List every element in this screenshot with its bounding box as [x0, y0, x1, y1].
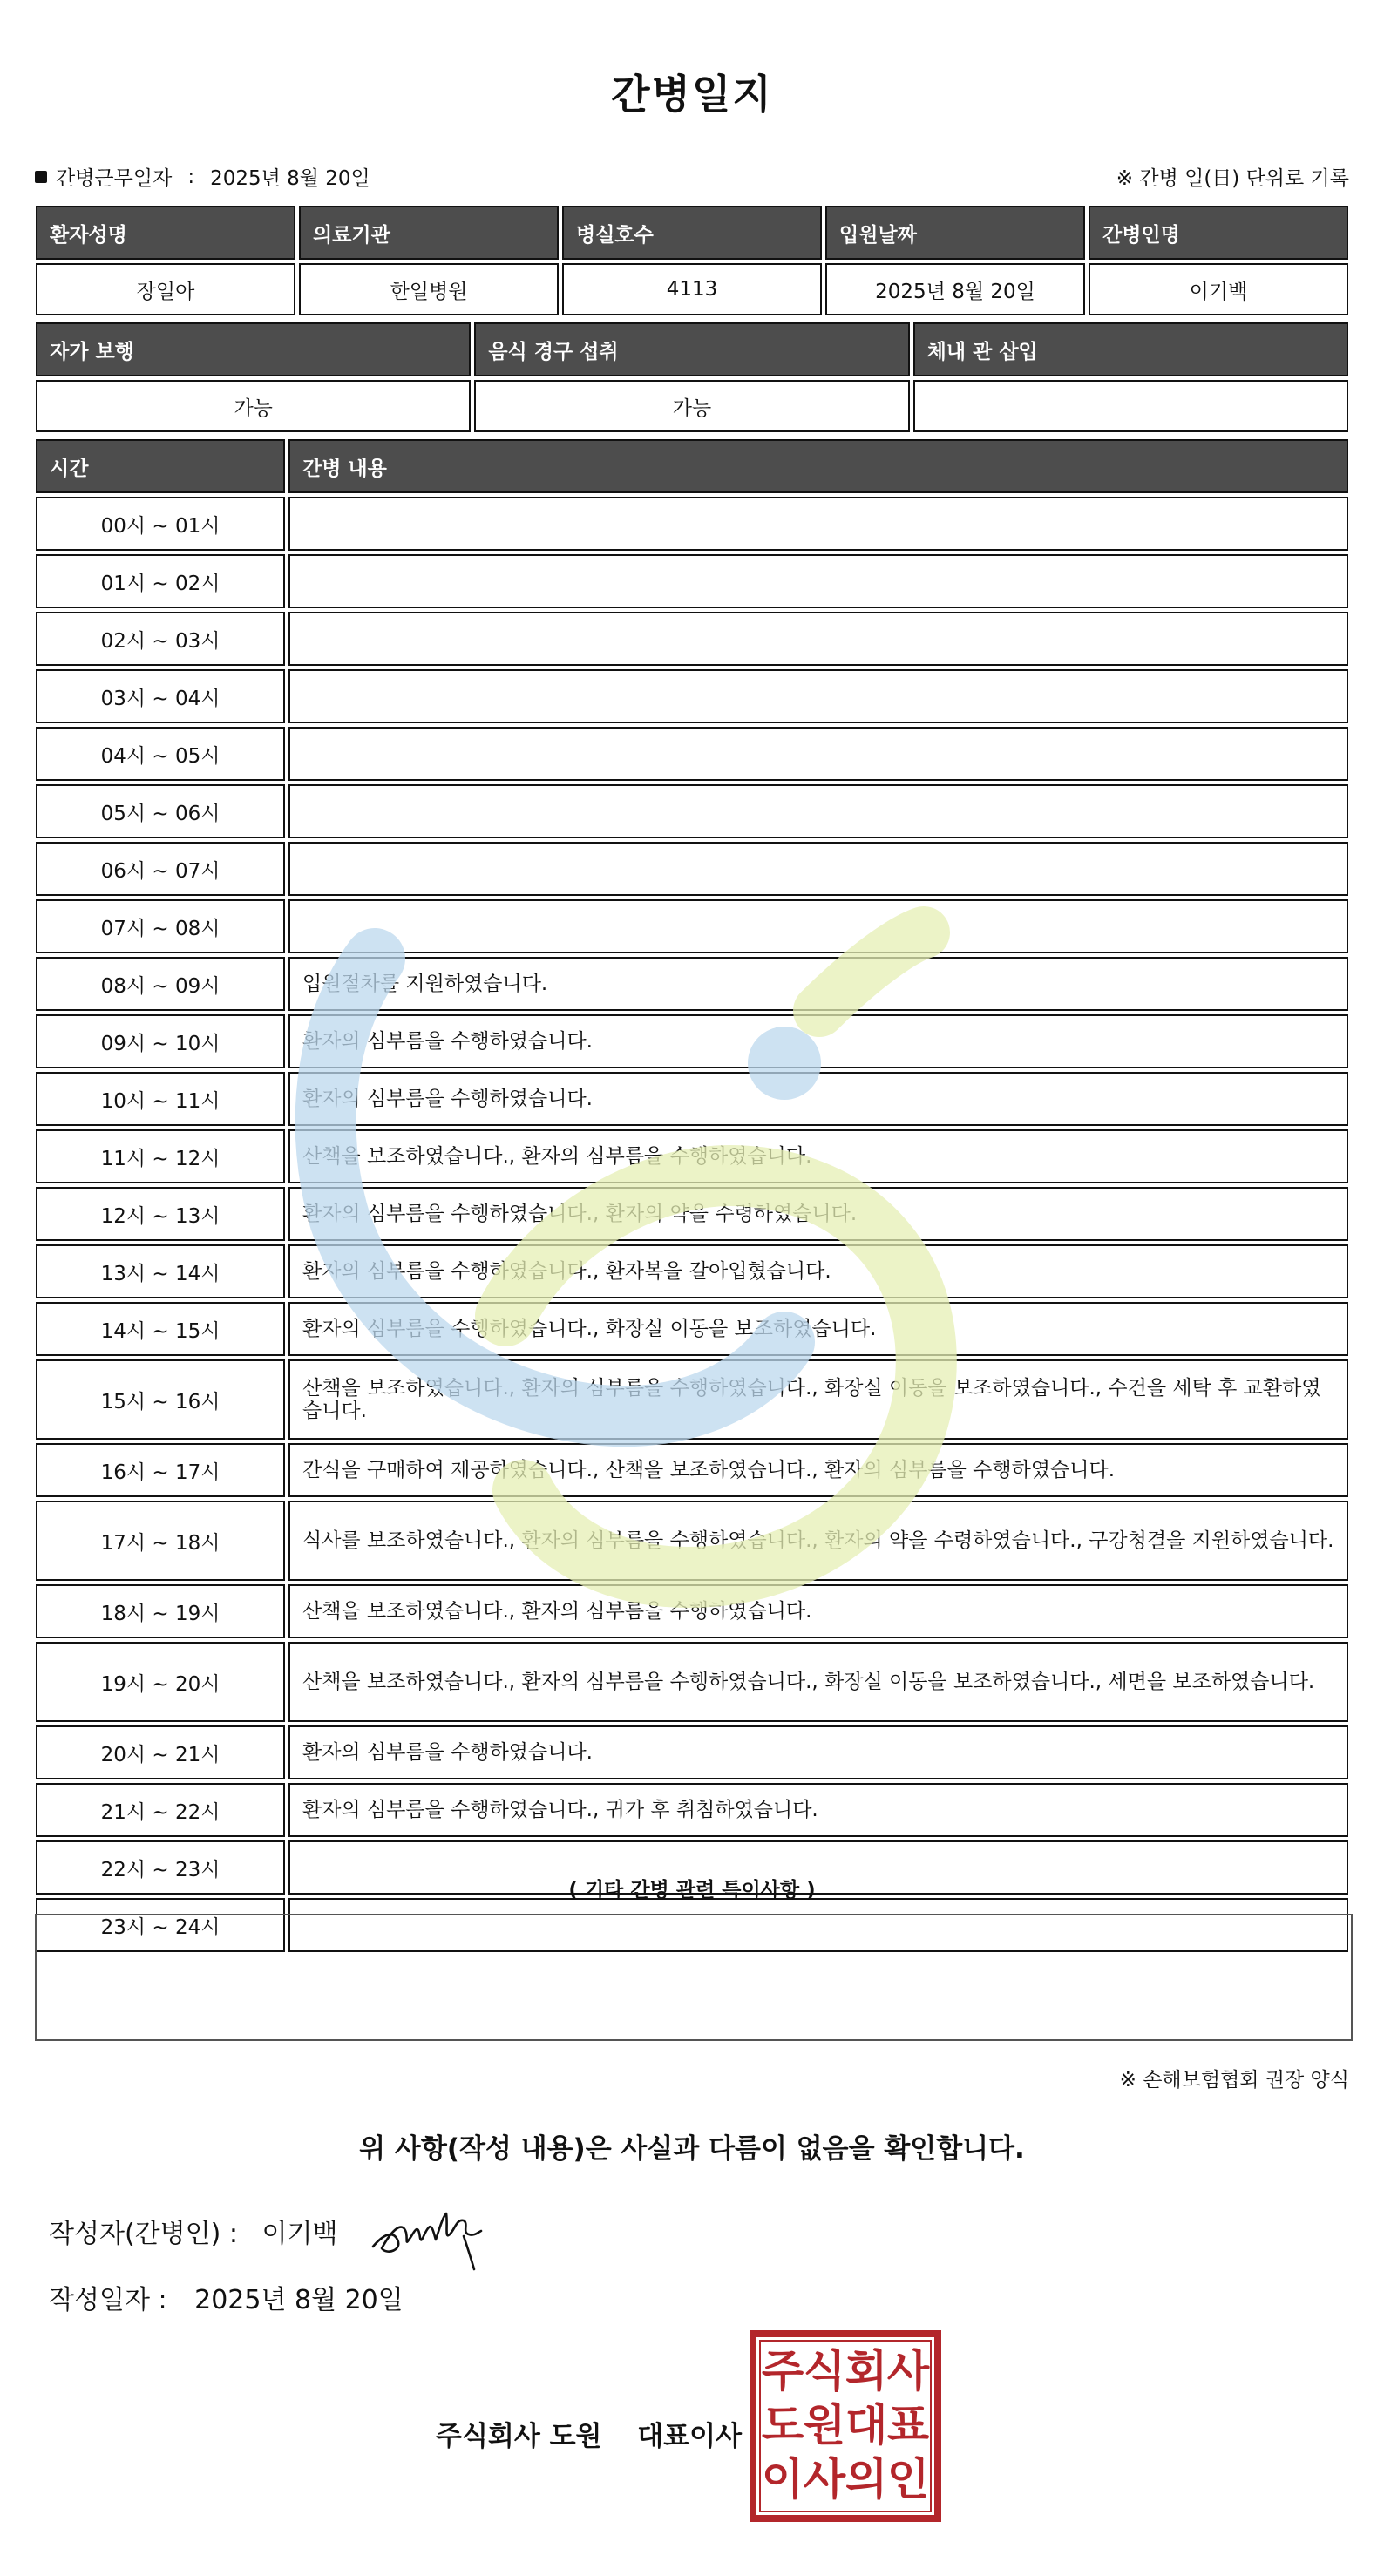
log-content-cell: 환자의 심부름을 수행하였습니다., 환자복을 갈아입혔습니다.: [288, 1244, 1348, 1298]
header-patient-name: 환자성명: [36, 206, 295, 260]
log-time-cell: 09시 ~ 10시: [36, 1014, 285, 1068]
patient-info-table: [32, 202, 1352, 319]
log-time-cell: 05시 ~ 06시: [36, 784, 285, 838]
log-content-cell: [288, 727, 1348, 781]
log-row: [36, 1187, 1348, 1241]
log-row: [36, 1072, 1348, 1126]
header-self-walking: 자가 보행: [36, 322, 471, 376]
admission-date-value: 2025년 8월 20일: [825, 263, 1085, 315]
seal-character: 사: [803, 2454, 846, 2505]
seal-character: 의: [845, 2454, 888, 2505]
work-date-line: [35, 162, 370, 191]
bullet-square-icon: [35, 171, 47, 183]
log-row: [36, 612, 1348, 666]
log-time-cell: 15시 ~ 16시: [36, 1359, 285, 1440]
representative-title: 대표이사: [637, 2421, 743, 2452]
seal-character: 대: [845, 2400, 888, 2451]
log-time-cell: 12시 ~ 13시: [36, 1187, 285, 1241]
log-time-cell: 02시 ~ 03시: [36, 612, 285, 666]
log-content-cell: 산책을 보조하였습니다., 환자의 심부름을 수행하였습니다., 화장실 이동을 보조하였습니다., 수건을 세탁 후 교환하였습니다.: [288, 1359, 1348, 1440]
header-tube-insertion: 체내 관 삽입: [913, 322, 1348, 376]
company-seal-stamp: [748, 2329, 943, 2524]
log-row: [36, 554, 1348, 608]
log-row: [36, 899, 1348, 953]
seal-character: 도: [761, 2400, 804, 2451]
log-time-cell: 19시 ~ 20시: [36, 1642, 285, 1722]
log-content-cell: 환자의 심부름을 수행하였습니다., 환자의 약을 수령하였습니다.: [288, 1187, 1348, 1241]
log-row: [36, 1725, 1348, 1779]
log-row: [36, 1642, 1348, 1722]
log-content-cell: 환자의 심부름을 수행하였습니다.: [288, 1014, 1348, 1068]
log-content-cell: 환자의 심부름을 수행하였습니다.: [288, 1725, 1348, 1779]
work-date-separator: :: [187, 165, 195, 188]
header-time: 시간: [36, 439, 285, 493]
log-time-cell: 08시 ~ 09시: [36, 957, 285, 1011]
log-time-cell: 07시 ~ 08시: [36, 899, 285, 953]
handwritten-signature: [366, 2194, 497, 2273]
log-row: [36, 784, 1348, 838]
log-time-cell: 20시 ~ 21시: [36, 1725, 285, 1779]
log-time-cell: 18시 ~ 19시: [36, 1584, 285, 1638]
log-time-cell: 16시 ~ 17시: [36, 1443, 285, 1497]
writer-name: 이기백: [261, 2219, 338, 2249]
association-note: ※ 손해보험협회 권장 양식: [1119, 2069, 1349, 2091]
header-room-number: 병실호수: [562, 206, 822, 260]
log-content-cell: 간식을 구매하여 제공하였습니다., 산책을 보조하였습니다., 환자의 심부름을 수행하였습니다.: [288, 1443, 1348, 1497]
log-time-cell: 06시 ~ 07시: [36, 842, 285, 896]
written-date-label: 작성일자 :: [49, 2285, 167, 2315]
log-row: [36, 1359, 1348, 1440]
log-time-cell: 04시 ~ 05시: [36, 727, 285, 781]
seal-character: 회: [845, 2346, 888, 2396]
hospital-value: 한일병원: [299, 263, 559, 315]
care-log-table: [32, 436, 1352, 1956]
company-line: [436, 2414, 742, 2453]
seal-character: 사: [886, 2346, 930, 2396]
log-content-cell: 입원절차를 지원하였습니다.: [288, 957, 1348, 1011]
seal-character: 이: [761, 2454, 804, 2505]
seal-character: 원: [803, 2400, 846, 2451]
header-hospital: 의료기관: [299, 206, 559, 260]
log-row: [36, 1783, 1348, 1837]
log-content-cell: 산책을 보조하였습니다., 환자의 심부름을 수행하였습니다.: [288, 1129, 1348, 1183]
unit-note: ※ 간병 일(日) 단위로 기록: [1116, 167, 1349, 190]
log-content-cell: [288, 669, 1348, 723]
room-number-value: 4113: [562, 263, 822, 315]
log-time-cell: 03시 ~ 04시: [36, 669, 285, 723]
log-time-cell: 13시 ~ 14시: [36, 1244, 285, 1298]
log-content-cell: 환자의 심부름을 수행하였습니다.: [288, 1072, 1348, 1126]
log-row: [36, 1129, 1348, 1183]
log-content-cell: [288, 612, 1348, 666]
header-care-content: 간병 내용: [288, 439, 1348, 493]
seal-character: 식: [803, 2346, 846, 2396]
log-time-cell: 23시 ~ 24시: [36, 1898, 285, 1952]
log-time-cell: 22시 ~ 23시: [36, 1840, 285, 1895]
log-content-cell: 환자의 심부름을 수행하였습니다., 귀가 후 취침하였습니다.: [288, 1783, 1348, 1837]
log-content-cell: [288, 784, 1348, 838]
log-content-cell: [288, 554, 1348, 608]
log-row: [36, 669, 1348, 723]
log-time-cell: 21시 ~ 22시: [36, 1783, 285, 1837]
log-time-cell: 00시 ~ 01시: [36, 497, 285, 551]
log-row: [36, 497, 1348, 551]
writer-label: 작성자(간병인) :: [49, 2219, 238, 2249]
notes-title: ( 기타 간병 관련 특이사항 ): [568, 1879, 816, 1901]
log-row: [36, 842, 1348, 896]
log-time-cell: 10시 ~ 11시: [36, 1072, 285, 1126]
work-date-value: 2025년 8월 20일: [210, 167, 370, 190]
tube-insertion-value: [913, 380, 1348, 432]
caregiver-name-value: 이기백: [1089, 263, 1348, 315]
confirmation-statement: 위 사항(작성 내용)은 사실과 다름이 없음을 확인합니다.: [359, 2133, 1025, 2165]
log-content-cell: [288, 842, 1348, 896]
company-name: 주식회사 도원: [436, 2421, 602, 2452]
header-oral-intake: 음식 경구 섭취: [474, 322, 909, 376]
seal-character: 인: [886, 2454, 930, 2505]
log-time-cell: 11시 ~ 12시: [36, 1129, 285, 1183]
log-content-cell: 산책을 보조하였습니다., 환자의 심부름을 수행하였습니다.: [288, 1584, 1348, 1638]
log-time-cell: 17시 ~ 18시: [36, 1501, 285, 1581]
log-row: [36, 1302, 1348, 1356]
log-row: [36, 727, 1348, 781]
oral-intake-value: 가능: [474, 380, 909, 432]
log-row: [36, 1501, 1348, 1581]
log-row: [36, 1443, 1348, 1497]
log-content-cell: [288, 899, 1348, 953]
header-caregiver-name: 간병인명: [1089, 206, 1348, 260]
log-row: [36, 1014, 1348, 1068]
patient-name-value: 장일아: [36, 263, 295, 315]
patient-status-table: [32, 319, 1352, 436]
log-content-cell: 환자의 심부름을 수행하였습니다., 화장실 이동을 보조하였습니다.: [288, 1302, 1348, 1356]
document-title: 간병일지: [611, 71, 773, 118]
written-date-line: [49, 2278, 404, 2316]
log-content-cell: 식사를 보조하였습니다., 환자의 심부름을 수행하였습니다., 환자의 약을 수령하였습니다., 구강청결을 지원하였습니다.: [288, 1501, 1348, 1581]
log-row: [36, 957, 1348, 1011]
work-date-label: 간병근무일자: [56, 167, 173, 190]
log-time-cell: 01시 ~ 02시: [36, 554, 285, 608]
writer-line: [49, 2212, 337, 2250]
log-content-cell: 산책을 보조하였습니다., 환자의 심부름을 수행하였습니다., 화장실 이동을 보조하였습니다., 세면을 보조하였습니다.: [288, 1642, 1348, 1722]
log-row: [36, 1244, 1348, 1298]
log-row: [36, 1584, 1348, 1638]
header-admission-date: 입원날짜: [825, 206, 1085, 260]
log-time-cell: 14시 ~ 15시: [36, 1302, 285, 1356]
seal-character: 표: [886, 2400, 930, 2451]
self-walking-value: 가능: [36, 380, 471, 432]
notes-box: [35, 1914, 1353, 2041]
seal-character: 주: [761, 2346, 804, 2396]
log-content-cell: [288, 497, 1348, 551]
written-date-value: 2025년 8월 20일: [194, 2285, 404, 2315]
